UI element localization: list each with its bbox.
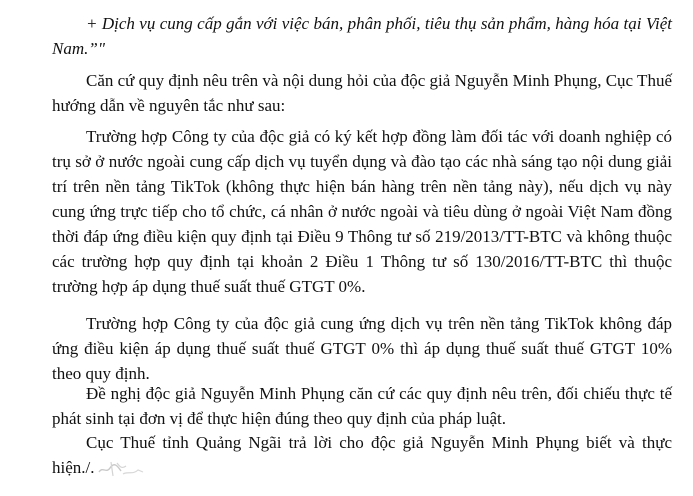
zero-percent-vat-paragraph: Trường hợp Công ty của độc giả có ký kết hợp đồng làm đối tác với doanh nghiệp có trụ sở ở nước ngoài cung cấp dịch vụ tuyển dụng và đào tạo các nhà sáng tạo nội dung giải trí trên nền tảng TikTok (không thực hiện bán hàng trên nền tảng này), nếu dịch vụ này cung ứng trực tiếp cho tổ chức, cá nhân ở nước ngoài và tiêu dùng ở ngoài Việt Nam đồng thời đáp ứng điều kiện quy định tại Điều 9 Thông tư số 219/2013/TT-BTC và không thuộc các trường hợp quy định tại khoản 2 Điều 1 Thông tư số 130/2016/TT-BTC thì thuộc trường hợp áp dụng thuế suất thuế GTGT 0%.	[52, 127, 672, 296]
closing-paragraph	[52, 430, 672, 480]
quoted-provision-item: + Dịch vụ cung cấp gắn với việc bán, phân phối, tiêu thụ sản phẩm, hàng hóa tại Việt Nam.”"	[52, 14, 672, 58]
closing-text: Cục Thuế tỉnh Quảng Ngãi trả lời cho độc giả Nguyễn Minh Phụng biết và thực hiện./.	[52, 433, 672, 477]
intro-paragraph: Căn cứ quy định nêu trên và nội dung hỏi của độc giả Nguyễn Minh Phụng, Cục Thuế hướng dẫn về nguyên tắc như sau:	[52, 71, 672, 115]
recommendation-paragraph: Đề nghị độc giả Nguyễn Minh Phụng căn cứ các quy định nêu trên, đối chiếu thực tế phát sinh tại đơn vị để thực hiện đúng theo quy định của pháp luật.	[52, 384, 672, 428]
ten-percent-vat-paragraph: Trường hợp Công ty của độc giả cung ứng dịch vụ trên nền tảng TikTok không đáp ứng điều kiện áp dụng thuế suất thuế GTGT 0% thì áp dụng thuế suất thuế GTGT 10% theo quy định.	[52, 314, 672, 383]
faint-stamp-mark	[97, 457, 145, 479]
